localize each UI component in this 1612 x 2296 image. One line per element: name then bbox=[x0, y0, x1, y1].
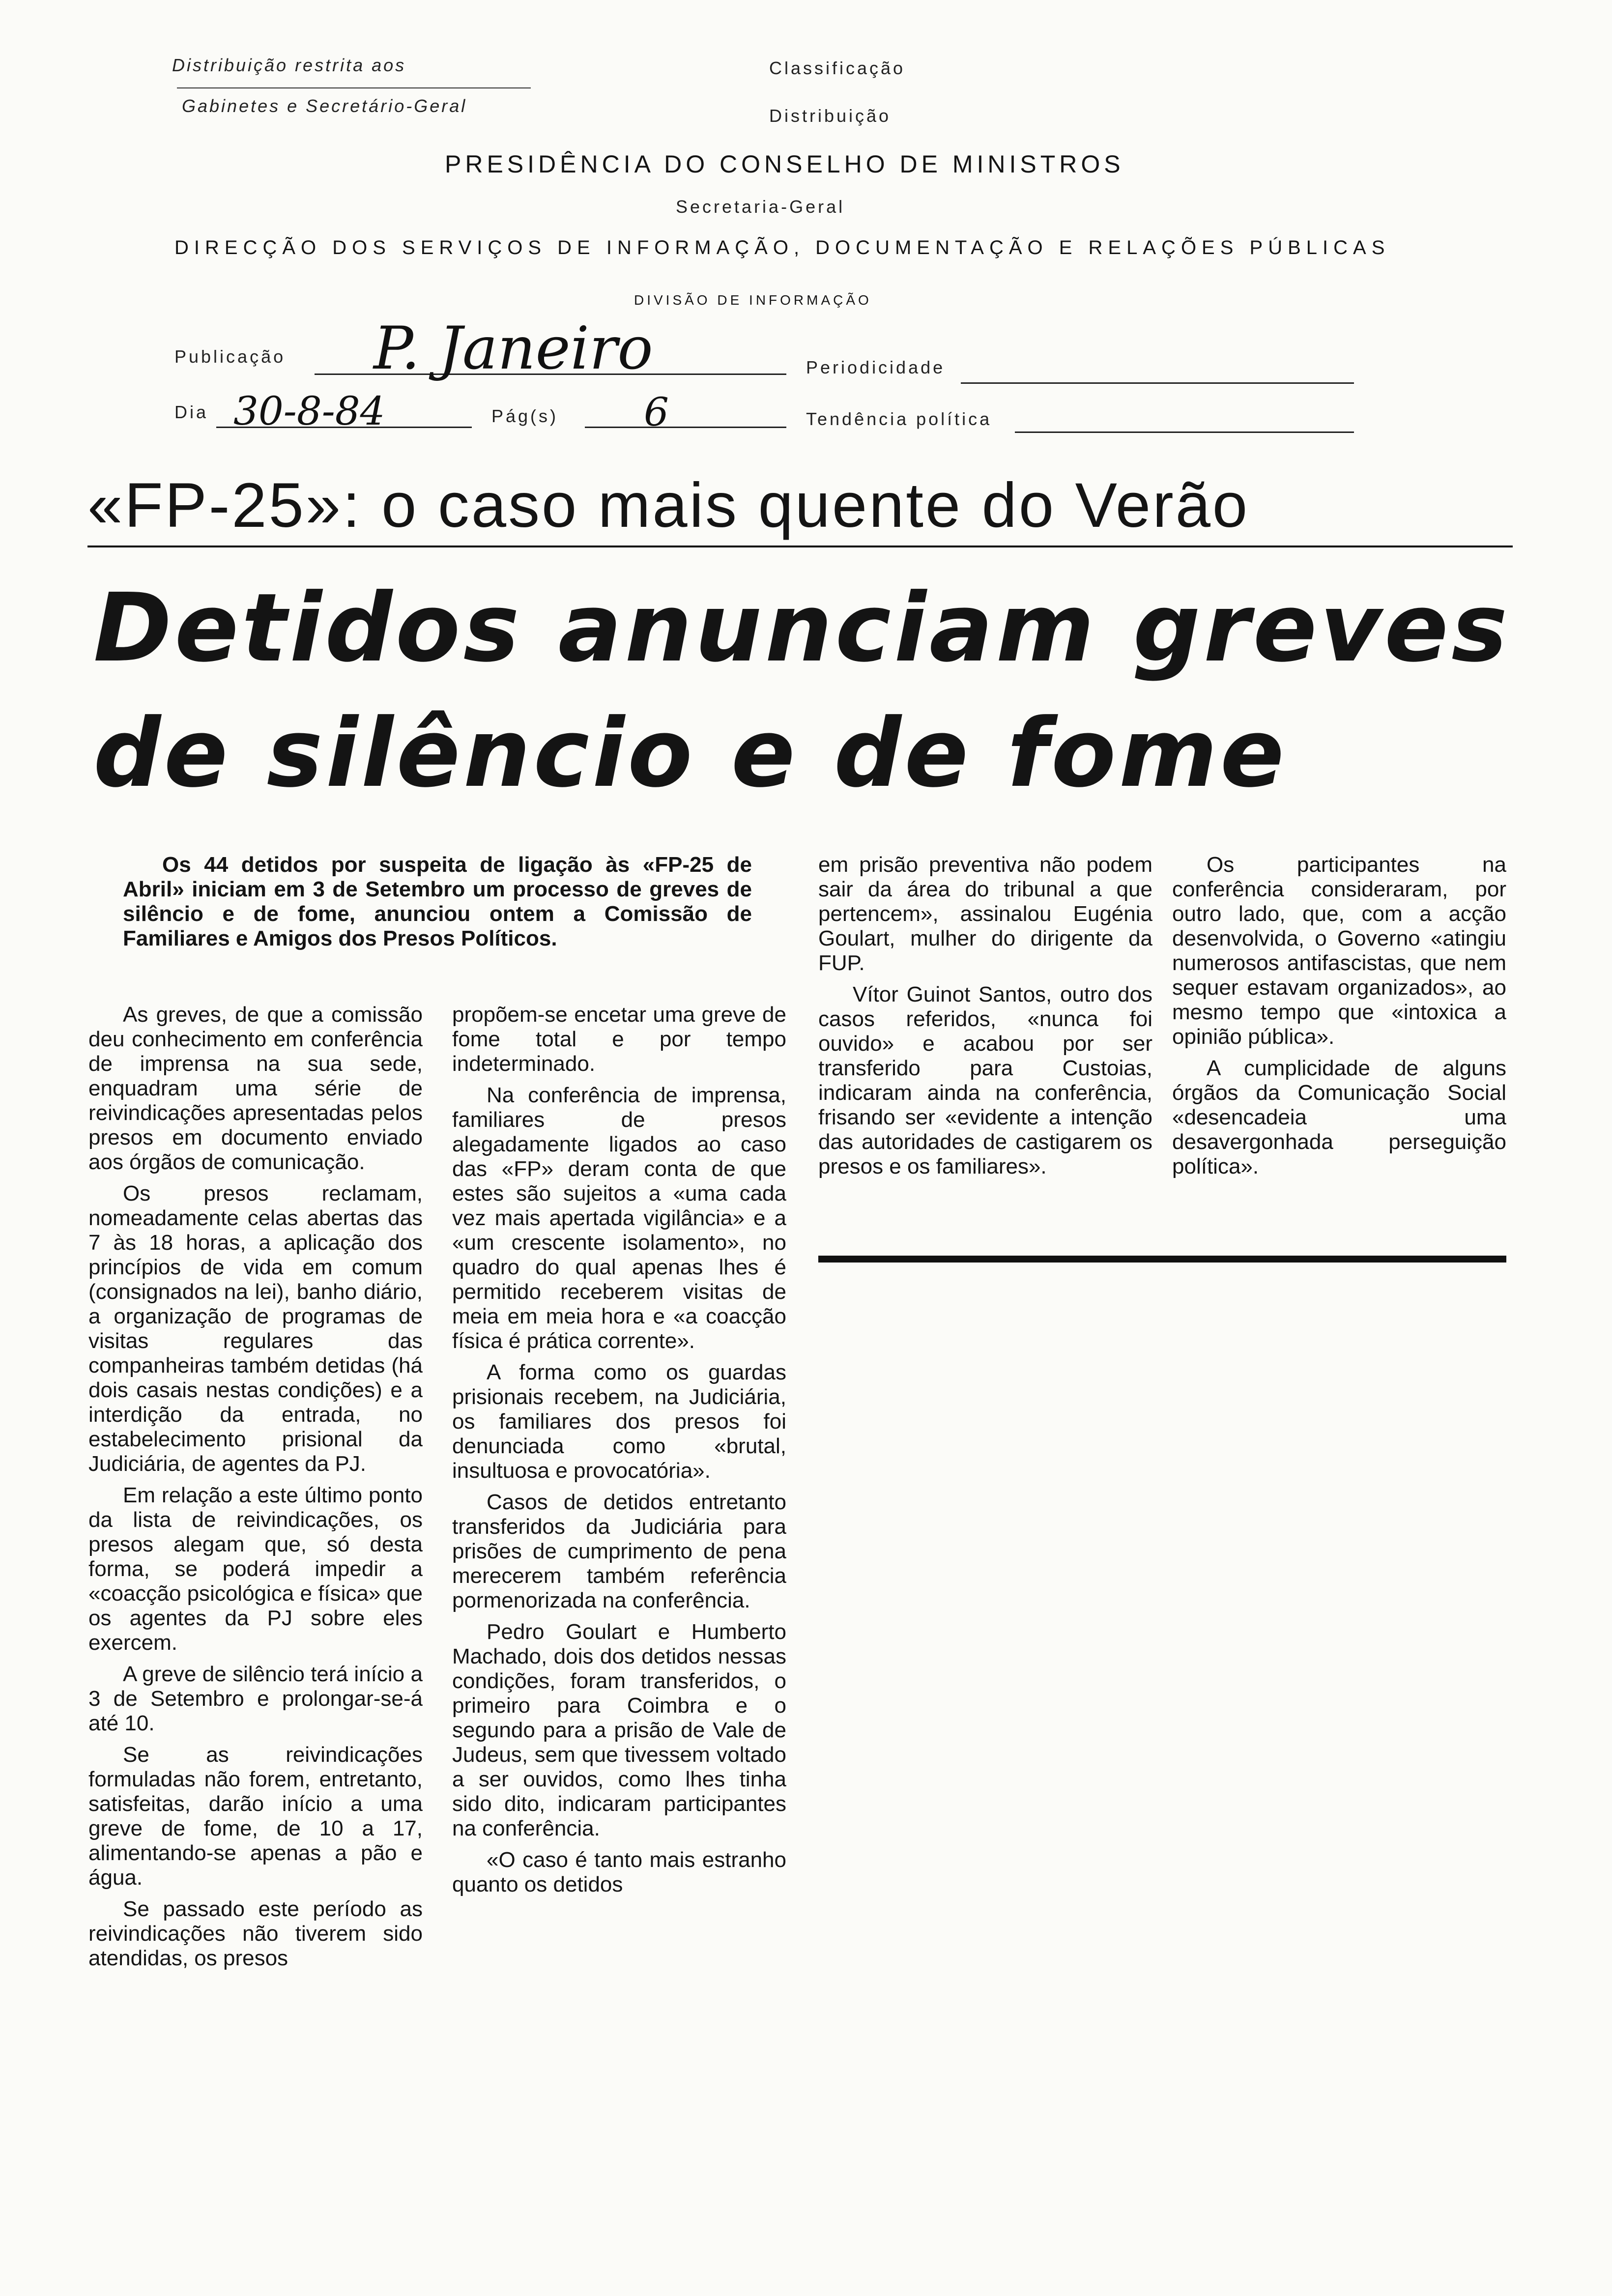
publication-label: Publicação bbox=[174, 346, 286, 367]
article-column-2 bbox=[452, 1003, 786, 1904]
col1-paragraph: Se passado este período as reivindicações não tiverem sido atendidas, os presos bbox=[88, 1897, 423, 1970]
col2-paragraph: propõem-se encetar uma greve de fome total e por tempo indeterminado. bbox=[452, 1003, 786, 1076]
col3-paragraph: em prisão preventiva não podem sair da área do tribunal a que pertencem», assinalou Eugénia Goulart, mulher do dirigente da FUP. bbox=[818, 853, 1152, 975]
distribution-underline bbox=[177, 87, 531, 88]
tendency-label: Tendência política bbox=[806, 409, 992, 429]
presidency-title: PRESIDÊNCIA DO CONSELHO DE MINISTROS bbox=[445, 150, 1124, 178]
col2-paragraph: A forma como os guardas prisionais recebem, na Judiciária, os familiares dos presos foi denunciada como «brutal, insultuosa e provocatória». bbox=[452, 1360, 786, 1483]
classification-label: Classificação bbox=[769, 58, 906, 78]
col1-paragraph: Os presos reclamam, nomeadamente celas abertas das 7 às 18 horas, a aplicação dos princípios de vida em comum (consignados na lei), banho diário, a organização de programas de visitas regulares das companheiras também detidas (há dois casais nestas condições) e a interdição da entrada, no estabelecimento prisional da Judiciária, de agentes da PJ. bbox=[88, 1181, 423, 1476]
pages-label: Pág(s) bbox=[491, 406, 559, 426]
periodicity-label: Periodicidade bbox=[806, 357, 946, 377]
col4-paragraph: A cumplicidade de alguns órgãos da Comunicação Social «desencadeia uma desavergonhada perseguição política». bbox=[1172, 1056, 1506, 1178]
article-column-1 bbox=[88, 1003, 423, 1978]
article-lead: Os 44 detidos por suspeita de ligação às «FP-25 de Abril» iniciam em 3 de Setembro um processo de greves de silêncio e de fome, anunciou ontem a Comissão de Familiares e Amigos dos Presos Políticos. bbox=[123, 853, 752, 950]
article-column-3 bbox=[818, 853, 1152, 1186]
headline-line2: de silêncio e de fome bbox=[93, 699, 1287, 808]
distribution-restricted-line2: Gabinetes e Secretário-Geral bbox=[182, 96, 467, 116]
directorate-title: DIRECÇÃO DOS SERVIÇOS DE INFORMAÇÃO, DOCUMENTAÇÃO E RELAÇÕES PÚBLICAS bbox=[174, 237, 1390, 258]
distribution-label: Distribuição bbox=[769, 106, 892, 126]
end-rule bbox=[818, 1256, 1506, 1263]
pages-value: 6 bbox=[644, 389, 669, 435]
col1-paragraph: A greve de silêncio terá início a 3 de Setembro e prolongar-se-á até 10. bbox=[88, 1662, 423, 1735]
date-label: Dia bbox=[174, 402, 209, 422]
secretariat-title: Secretaria-Geral bbox=[676, 197, 845, 217]
pages-line bbox=[585, 427, 786, 428]
col2-paragraph: Pedro Goulart e Humberto Machado, dois dos detidos nessas condições, foram transferidos, o primeiro para Coimbra e o segundo para a prisão de Vale de Judeus, sem que tivessem voltado a ser ouvidos, como lhes tinha sido dito, indicaram participantes na conferência. bbox=[452, 1620, 786, 1840]
periodicity-line bbox=[961, 382, 1354, 384]
article-kicker: «FP-25»: o caso mais quente do Verão bbox=[87, 470, 1250, 541]
col2-paragraph: Na conferência de imprensa, familiares de presos alegadamente ligados ao caso das «FP» deram conta de que estes são sujeitos a «uma cada vez mais apertada vigilância» e a «um crescente isolamento», no quadro do qual apenas lhes é permitido receberem visitas de meia em meia hora e «a coacção física é prática corrente». bbox=[452, 1083, 786, 1353]
kicker-rule bbox=[87, 545, 1513, 547]
distribution-restricted-line1: Distribuição restrita aos bbox=[172, 55, 406, 75]
col1-paragraph: Se as reivindicações formuladas não forem, entretanto, satisfeitas, darão início a uma greve de fome, de 10 a 17, alimentando-se apenas a pão e água. bbox=[88, 1743, 423, 1890]
col2-paragraph: Casos de detidos entretanto transferidos da Judiciária para prisões de cumprimento de pena merecerem também referência pormenorizada na conferência. bbox=[452, 1490, 786, 1612]
division-title: DIVISÃO DE INFORMAÇÃO bbox=[634, 292, 872, 308]
article-column-4 bbox=[1172, 853, 1506, 1186]
col1-paragraph: As greves, de que a comissão deu conhecimento em conferência de imprensa na sua sede, enquadram uma série de reivindicações apresentadas pelos presos em documento enviado aos órgãos de comunicação. bbox=[88, 1003, 423, 1174]
col1-paragraph: Em relação a este último ponto da lista de reivindicações, os presos alegam que, só desta forma, se poderá impedir a «coacção psicológica e física» que os agentes da PJ sobre eles exercem. bbox=[88, 1483, 423, 1655]
col2-paragraph: «O caso é tanto mais estranho quanto os detidos bbox=[452, 1848, 786, 1896]
col4-paragraph: Os participantes na conferência consideraram, por outro lado, que, com a acção desenvolvida, o Governo «atingiu numerosos antifascistas, que nem sequer estavam organizados», ao mesmo tempo que «intoxica a opinião pública». bbox=[1172, 853, 1506, 1049]
col3-paragraph: Vítor Guinot Santos, outro dos casos referidos, «nunca foi ouvido» e acabou por ser transferido para Custoias, indicaram ainda na conferência, frisando ser «evidente a intenção das autoridades de castigarem os presos e os familiares». bbox=[818, 982, 1152, 1178]
headline-line1: Detidos anunciam greves bbox=[93, 574, 1511, 683]
publication-value: P. Janeiro bbox=[374, 315, 653, 383]
date-value: 30-8-84 bbox=[233, 388, 385, 434]
tendency-line bbox=[1015, 431, 1354, 433]
